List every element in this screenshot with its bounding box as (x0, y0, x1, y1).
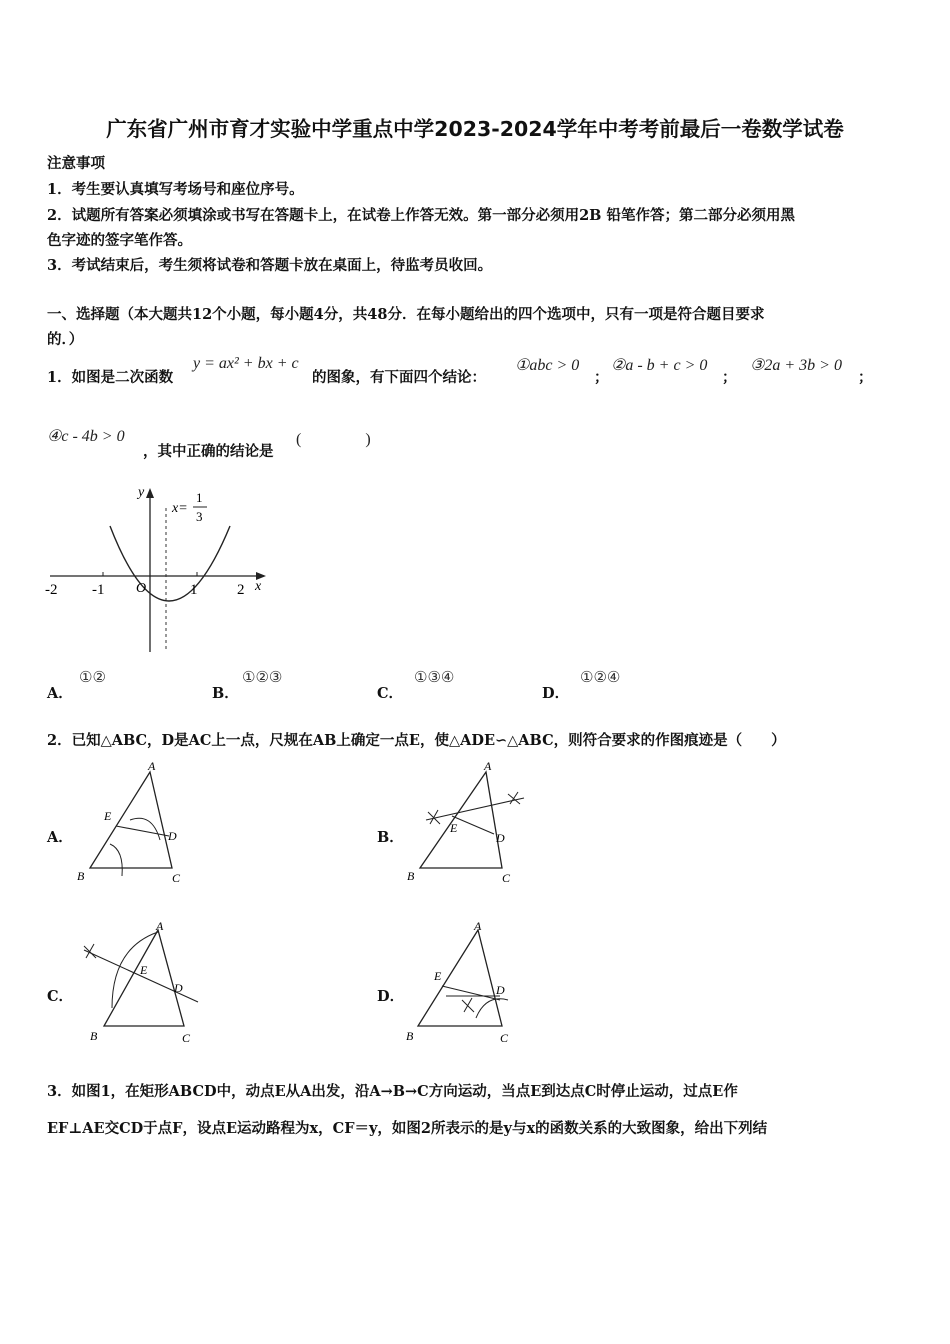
option-c-letter[interactable]: C． (377, 685, 404, 702)
notice-item: 3．考试结束后，考生须将试卷和答题卡放在桌面上，待监考员收回。 (47, 257, 493, 274)
label-b: B (77, 869, 85, 883)
tick-label: -1 (92, 582, 105, 598)
tick-label: 2 (237, 582, 245, 598)
label-e: E (140, 963, 148, 977)
notice-heading: 注意事项 (47, 155, 105, 172)
q1-function: y = ax² + bx + c (193, 355, 299, 372)
bisector-line (426, 798, 524, 820)
q2-text: 2．已知△ABC，D是AC上一点，尺规在AB上确定一点E，使△ADE∽△ABC，则符合要求的作图痕迹是（ ） (47, 732, 786, 749)
q2-option-b-letter[interactable]: B． (377, 829, 404, 846)
symmetry-denominator: 3 (196, 509, 203, 524)
notice-item: 2．试题所有答案必须填涂或书写在答题卡上，在试卷上作答无效。第一部分必须用2B 铅笔作答；第二部分必须用黑 (47, 207, 795, 224)
parabola-curve (110, 526, 230, 601)
q1-conclusion-3: ③2a + 3b > 0 (750, 357, 842, 374)
symmetry-numerator: 1 (196, 490, 203, 505)
q1-conclusion-4: ④c - 4b > 0 (47, 428, 125, 445)
q1-prefix: 1．如图是二次函数 (47, 369, 174, 386)
q2-option-a-letter[interactable]: A． (47, 829, 73, 846)
line-ed (442, 986, 500, 1000)
q1-mid: 的图象，有下面四个结论： (312, 369, 486, 386)
q2-figure-c[interactable] (72, 918, 212, 1046)
origin-label: O (136, 581, 147, 596)
option-b-value[interactable]: ①②③ (242, 668, 283, 686)
label-b: B (407, 869, 415, 883)
arc-mark (462, 998, 474, 1012)
arc-mark (508, 792, 520, 804)
label-d: D (168, 829, 177, 843)
label-c: C (502, 871, 511, 885)
q1-sep: ； (594, 369, 609, 386)
line-ed (116, 826, 169, 836)
option-b-letter[interactable]: B． (212, 685, 239, 702)
page-title: 广东省广州市育才实验中学重点中学2023-2024学年中考考前最后一卷数学试卷 (106, 117, 844, 141)
q2-figure-a[interactable] (72, 758, 192, 886)
option-d-value[interactable]: ①②④ (580, 668, 621, 686)
label-d: D (496, 983, 505, 997)
symmetry-label: x= (172, 501, 188, 516)
tick-label: 1 (190, 582, 198, 598)
label-e: E (104, 809, 112, 823)
option-d-letter[interactable]: D． (542, 685, 570, 702)
label-a: A (148, 759, 156, 773)
q1-answer-bracket: ( ) (296, 431, 371, 448)
triangle (418, 930, 502, 1026)
label-a: A (156, 919, 164, 933)
line-ed (452, 816, 494, 834)
label-b: B (90, 1029, 98, 1043)
option-c-value[interactable]: ①③④ (414, 668, 455, 686)
notice-item: 色字迹的签字笔作答。 (47, 232, 192, 249)
notice-item: 1．考生要认真填写考场号和座位序号。 (47, 181, 304, 198)
q2-option-c-letter[interactable]: C． (47, 988, 74, 1005)
q3-text-line1: 3．如图1，在矩形ABCD中，动点E从A出发，沿A→B→C方向运动，当点E到达点C时停止运动，过点E作 (47, 1083, 738, 1100)
arc (476, 999, 508, 1018)
y-axis-label: y (138, 485, 145, 500)
label-d: D (174, 981, 183, 995)
label-b: B (406, 1029, 414, 1043)
parabola-graph (40, 478, 280, 656)
label-a: A (484, 759, 492, 773)
section-heading: 一、选择题（本大题共12个小题，每小题4分，共48分．在每小题给出的四个选项中，只有一项是符合题目要求 (47, 306, 765, 323)
label-d: D (496, 831, 505, 845)
q1-sep: ； (722, 369, 737, 386)
tick-label: -2 (45, 582, 58, 598)
q2-figure-b[interactable] (402, 758, 532, 886)
y-axis-arrow (146, 488, 154, 498)
q3-text-line2: EF⊥AE交CD于点F，设点E运动路程为x，CF＝y，如图2所表示的是y与x的函数关系的大致图象，给出下列结 (47, 1120, 768, 1137)
label-c: C (500, 1031, 509, 1045)
label-e: E (450, 821, 458, 835)
label-e: E (434, 969, 442, 983)
label-a: A (474, 919, 482, 933)
label-c: C (182, 1031, 191, 1045)
section-heading-cont: 的．） (47, 331, 84, 348)
q1-conclusion-1: ①abc > 0 (515, 357, 580, 374)
q1-tail: ，其中正确的结论是 (143, 443, 274, 460)
q1-sep: ； (858, 369, 873, 386)
option-a-letter[interactable]: A． (47, 685, 73, 702)
x-axis-label: x (255, 579, 262, 594)
q1-conclusion-2: ②a - b + c > 0 (611, 357, 708, 374)
arc (110, 844, 122, 876)
option-a-value[interactable]: ①② (79, 668, 106, 686)
label-c: C (172, 871, 181, 885)
q2-option-d-letter[interactable]: D． (377, 988, 405, 1005)
q2-figure-d[interactable] (402, 918, 532, 1046)
